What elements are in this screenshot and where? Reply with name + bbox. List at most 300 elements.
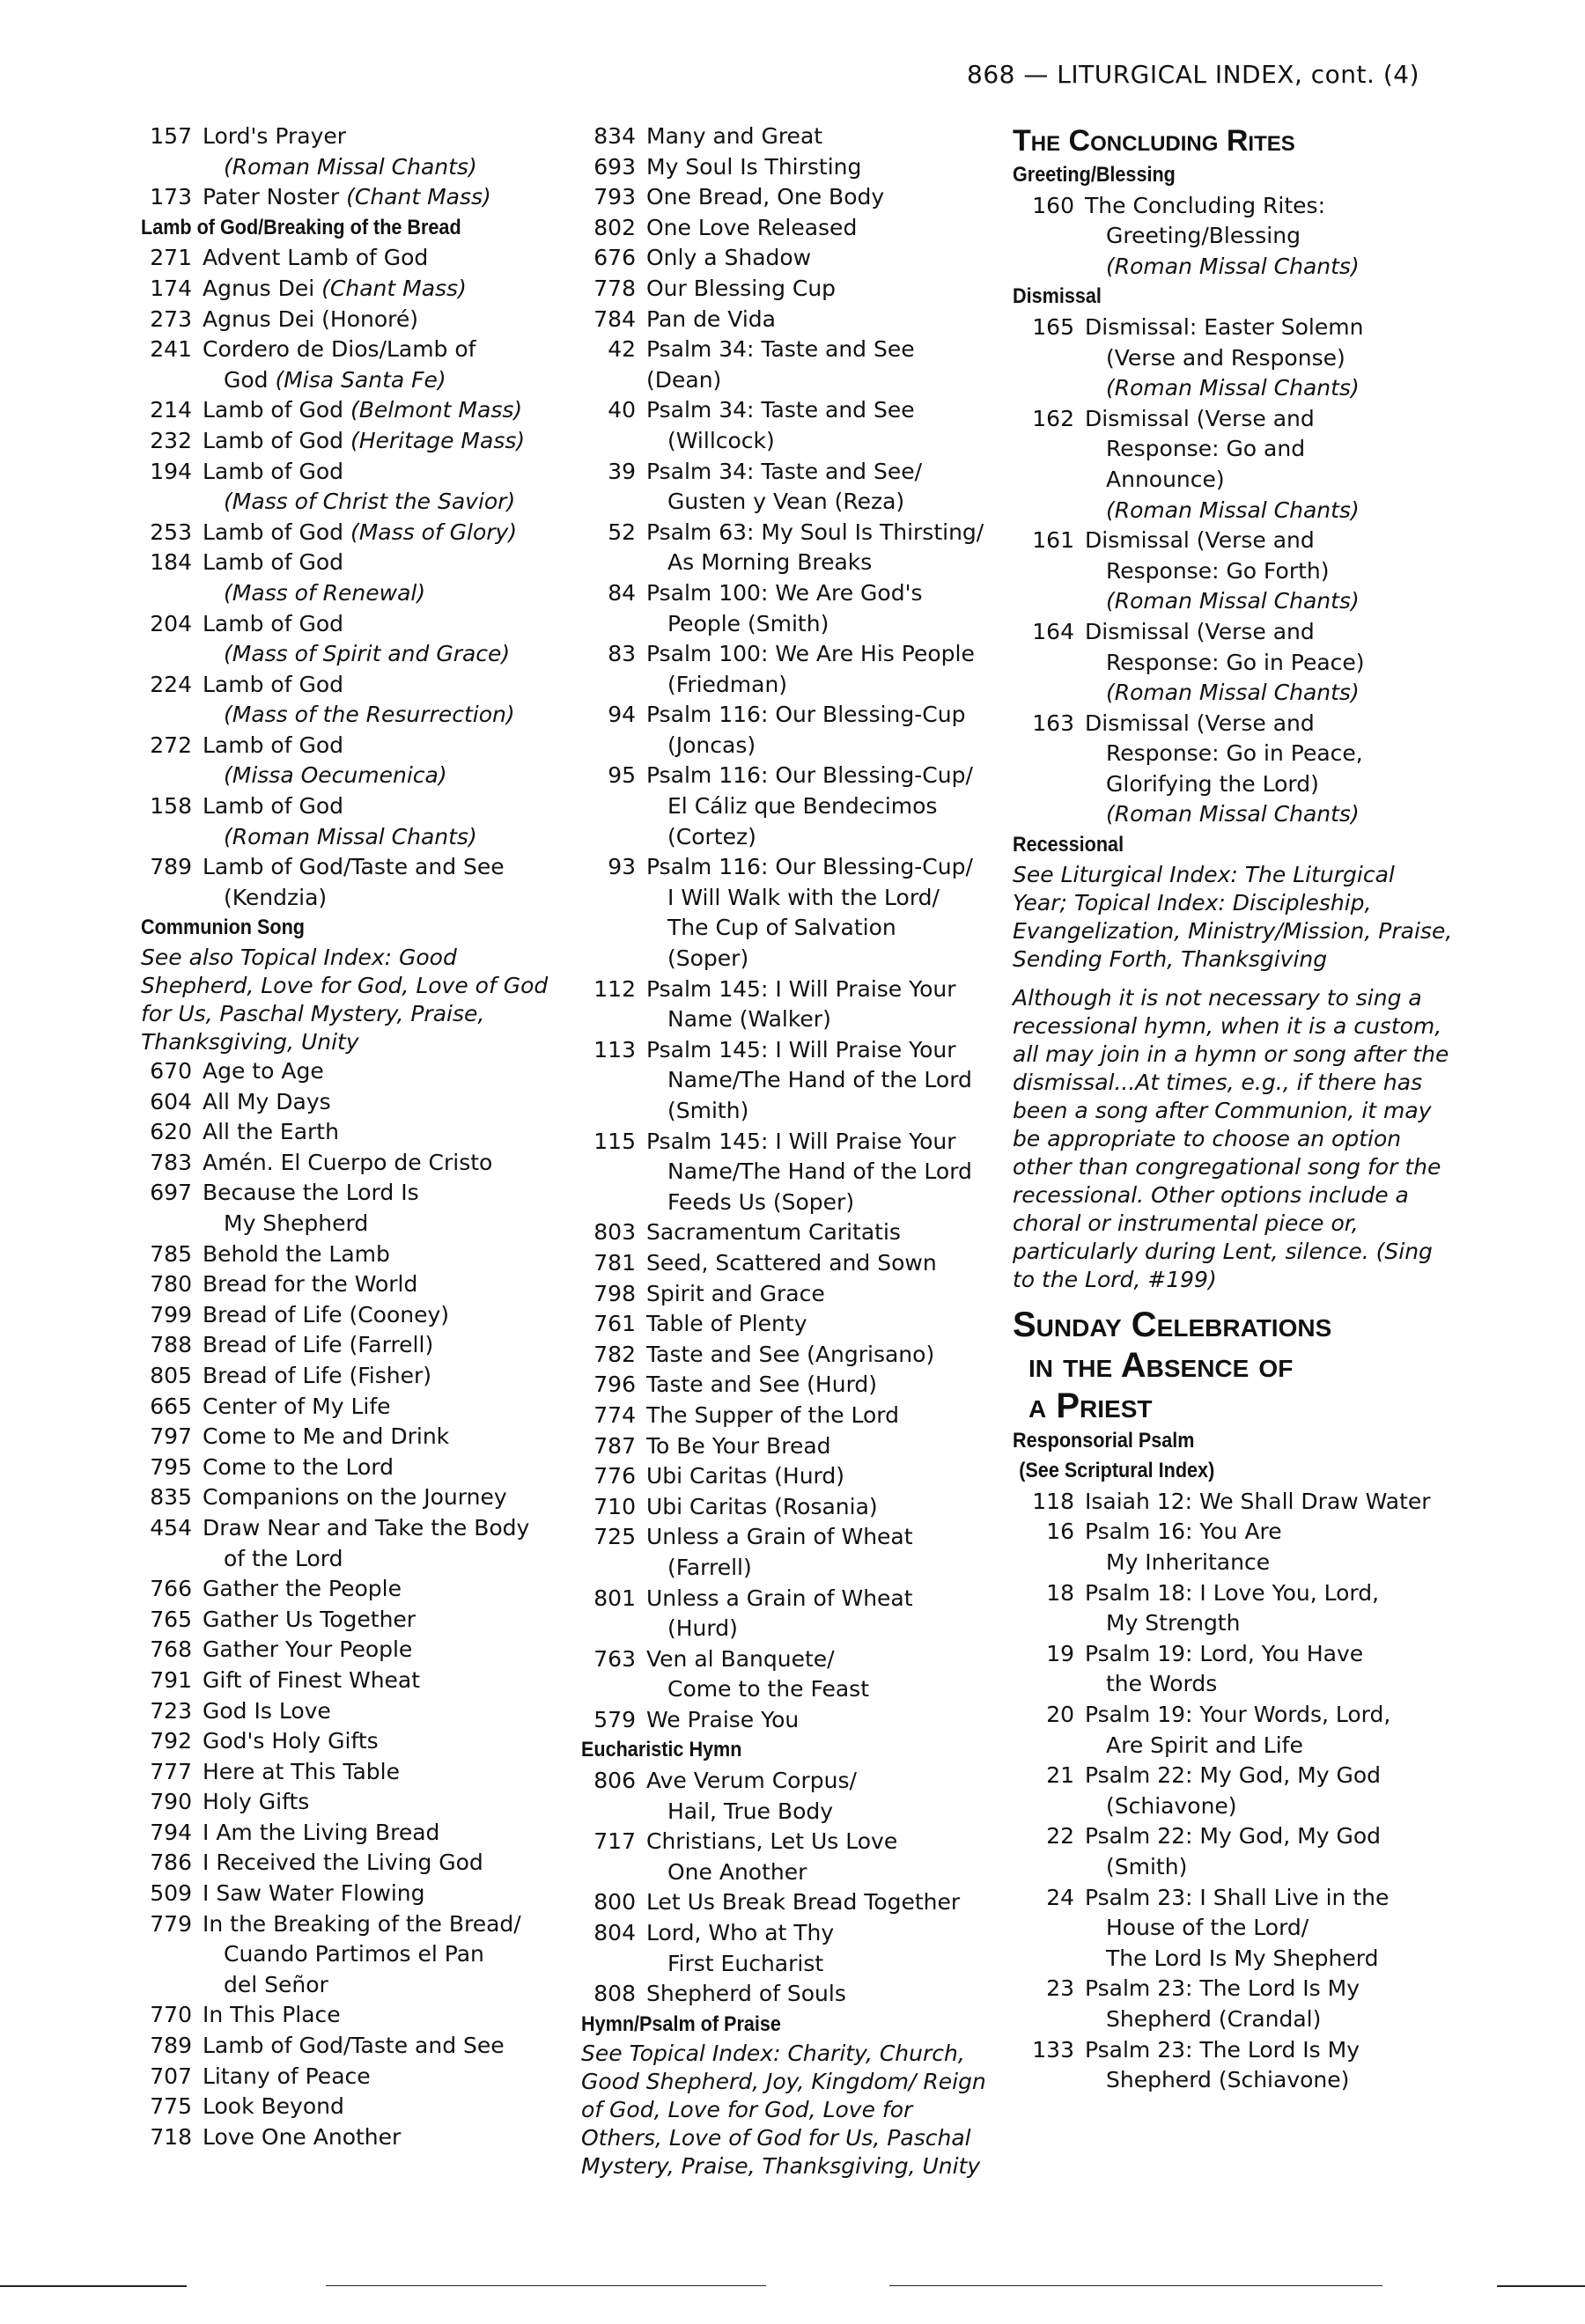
- hymn-number: 84: [608, 579, 636, 606]
- title-line: Shepherd (Schiavone): [1106, 2067, 1350, 2093]
- title-line: Psalm 23: I Shall Live in the: [1085, 1884, 1390, 1910]
- title-line: People (Smith): [667, 610, 829, 636]
- title-line: Cordero de Dios/Lamb of: [203, 336, 476, 363]
- section-heading: Responsorial Psalm: [1013, 1428, 1195, 1452]
- title-line: God Is Love: [203, 1697, 331, 1724]
- title-line: Love One Another: [203, 2123, 402, 2150]
- index-entry: [1013, 1821, 1453, 1882]
- title-line: Name/The Hand of the Lord: [667, 1067, 972, 1093]
- title-line: Unless a Grain of Wheat: [646, 1585, 913, 1611]
- hymn-title: [203, 1696, 555, 1727]
- column-1: [141, 121, 555, 2152]
- hymn-title: [203, 1635, 555, 1666]
- title-line: Gather the People: [203, 1576, 402, 1602]
- hymn-number: 454: [150, 1514, 192, 1541]
- hymn-title: [1085, 1578, 1453, 1639]
- hymn-title: [646, 578, 995, 639]
- hymn-number: 803: [593, 1219, 636, 1246]
- italic-suffix: (Chant Mass): [321, 275, 467, 301]
- hymn-number: 794: [150, 1819, 192, 1845]
- title-line: (Roman Missal Chants): [1106, 680, 1360, 706]
- hymn-title: [203, 1909, 555, 2001]
- title-line: (Smith): [1106, 1853, 1188, 1879]
- index-entry: [581, 578, 995, 639]
- index-entry: [1013, 1761, 1453, 1821]
- title-line: In This Place: [203, 2002, 341, 2028]
- title-line: Dismissal (Verse and: [1085, 527, 1315, 554]
- hymn-number: 24: [1046, 1884, 1074, 1910]
- index-entry: [581, 457, 995, 518]
- index-entry: [581, 1979, 995, 2010]
- hymn-title: [203, 1666, 555, 1696]
- hymn-number: 799: [150, 1301, 192, 1327]
- title-line: (Hurd): [667, 1615, 738, 1642]
- hymn-title: [203, 335, 555, 395]
- hymn-title: [646, 1766, 995, 1827]
- title-line: Shepherd (Crandal): [1106, 2005, 1322, 2032]
- hymn-title: [646, 1918, 995, 1979]
- hymn-title: [203, 1605, 555, 1636]
- title-line: Ubi Caritas (Hurd): [646, 1463, 845, 1489]
- hymn-title: [203, 1361, 555, 1392]
- title-line: Dismissal: Easter Solemn: [1085, 313, 1364, 340]
- hymn-title: [646, 1431, 995, 1462]
- hymn-number: 779: [150, 1910, 192, 1937]
- hymn-title: [646, 700, 995, 761]
- title-line: God (Misa Santa Fe): [224, 366, 446, 393]
- index-entry: [581, 852, 995, 974]
- hymn-number: 579: [593, 1706, 636, 1732]
- section-heading: Recessional: [1013, 833, 1124, 857]
- hymn-title: [203, 1178, 555, 1239]
- index-entry: [581, 1217, 995, 1248]
- title-line: Lamb of God: [203, 610, 343, 636]
- section-title: The Concluding Rites: [1013, 124, 1295, 158]
- hymn-number: 272: [150, 732, 192, 758]
- index-entry: [1013, 526, 1453, 617]
- hymn-number: 791: [150, 1666, 192, 1693]
- hymn-title: [646, 274, 995, 305]
- index-entry: [141, 1422, 555, 1452]
- section-heading: Communion Song: [141, 916, 305, 940]
- hymn-title: [203, 1452, 555, 1483]
- index-entry: [141, 670, 555, 731]
- title-line: I Will Walk with the Lord/: [667, 884, 940, 910]
- italic-suffix: (Chant Mass): [346, 184, 491, 210]
- hymn-title: [646, 152, 995, 183]
- section-heading: Dismissal: [1013, 284, 1102, 309]
- hymn-title: [203, 1574, 555, 1605]
- hymn-title: [203, 1148, 555, 1179]
- hymn-number: 768: [150, 1636, 192, 1663]
- title-line: Psalm 22: My God, My God: [1085, 1762, 1381, 1789]
- title-line: Glorifying the Lord): [1106, 770, 1319, 797]
- section-heading: Eucharistic Hymn: [581, 1738, 742, 1762]
- title-line: Look Beyond: [203, 2093, 344, 2120]
- index-entry: [141, 305, 555, 335]
- hymn-number: 224: [150, 671, 192, 697]
- title-line: Psalm 34: Taste and See/: [646, 458, 923, 484]
- title-line: Response: Go in Peace,: [1106, 740, 1363, 767]
- title-line: Shepherd of Souls: [646, 1981, 846, 2007]
- index-entry: [581, 1309, 995, 1340]
- title-line: Psalm 145: I Will Praise Your: [646, 1036, 956, 1063]
- index-entry: [581, 1431, 995, 1462]
- bottom-rule: [1497, 2285, 1585, 2287]
- title-line: Are Spirit and Life: [1106, 1732, 1303, 1758]
- title-line: Gift of Finest Wheat: [203, 1666, 421, 1693]
- index-entry: [1013, 1639, 1453, 1700]
- title-line: Name/The Hand of the Lord: [667, 1158, 972, 1185]
- hymn-number: 725: [593, 1524, 636, 1550]
- hymn-title: [203, 1392, 555, 1423]
- section-note: See Liturgical Index: The Liturgical Year; Topical Index: Discipleship, Evangelization, Ministry/Mission, Praise, Sending Forth, Thanksgiving: [1013, 861, 1453, 972]
- hymn-title: [646, 182, 995, 213]
- hymn-number: 693: [593, 153, 636, 180]
- title-line: Lord's Prayer: [203, 123, 347, 149]
- index-entry: [581, 1918, 995, 1979]
- hymn-title: [646, 1887, 995, 1918]
- hymn-number: 802: [593, 214, 636, 240]
- hymn-number: 620: [150, 1119, 192, 1145]
- hymn-number: 173: [150, 184, 192, 210]
- title-line: Christians, Let Us Love: [646, 1828, 898, 1855]
- index-entry: [581, 518, 995, 578]
- title-line: I Am the Living Bread: [203, 1819, 440, 1845]
- hymn-number: 604: [150, 1088, 192, 1114]
- index-entry: [581, 121, 995, 152]
- hymn-number: 806: [593, 1768, 636, 1794]
- hymn-title: [203, 1422, 555, 1452]
- title-line: Gather Us Together: [203, 1606, 417, 1632]
- hymn-title: [646, 1979, 995, 2010]
- hymn-title: [1085, 1517, 1453, 1578]
- hymn-title: [203, 1056, 555, 1087]
- index-entry: [1013, 1883, 1453, 1975]
- entry-list: [581, 1766, 995, 2010]
- hymn-title: [203, 609, 555, 670]
- hymn-number: 241: [150, 336, 192, 363]
- index-entry: [141, 1452, 555, 1483]
- hymn-number: 174: [150, 275, 192, 301]
- hymn-number: 787: [593, 1432, 636, 1459]
- section-note: See Topical Index: Charity, Church, Good Shepherd, Joy, Kingdom/ Reign of God, Love for God, Love for Others, Love of God for Us, Paschal Mystery, Praise, Thanksgiving, Unity: [581, 2041, 986, 2180]
- hymn-number: 798: [593, 1280, 636, 1306]
- index-entry: [141, 426, 555, 457]
- title-line: The Concluding Rites:: [1085, 192, 1325, 218]
- hymn-number: 800: [593, 1889, 636, 1916]
- section-title: [1013, 1305, 1453, 1426]
- index-entry: [581, 335, 995, 395]
- title-line: (Kendzia): [224, 884, 328, 910]
- title-line: Name (Walker): [667, 1006, 831, 1033]
- hymn-number: 718: [150, 2123, 192, 2150]
- hymn-title: [646, 1340, 995, 1371]
- hymn-number: 232: [150, 427, 192, 453]
- index-entry: [581, 1340, 995, 1371]
- hymn-number: 42: [608, 336, 636, 363]
- title-line: Draw Near and Take the Body: [203, 1514, 530, 1541]
- title-line: Lamb of God: [203, 732, 343, 758]
- title-line: Here at This Table: [203, 1758, 400, 1784]
- index-entry: [141, 1787, 555, 1818]
- index-entry: [141, 2031, 555, 2062]
- title-line: Taste and See (Hurd): [646, 1372, 878, 1398]
- hymn-title: [203, 2031, 555, 2062]
- title-line: One Bread, One Body: [646, 184, 885, 210]
- hymn-title: [203, 1117, 555, 1148]
- title-line: Psalm 100: We Are His People: [646, 641, 975, 667]
- title-line: To Be Your Bread: [646, 1432, 831, 1459]
- hymn-number: 133: [1032, 2036, 1074, 2063]
- hymn-title: [203, 1879, 555, 1909]
- hymn-number: 761: [593, 1311, 636, 1337]
- hymn-number: 770: [150, 2002, 192, 2028]
- hymn-number: 710: [593, 1493, 636, 1519]
- title-line: (Joncas): [667, 732, 756, 758]
- hymn-number: 670: [150, 1058, 192, 1085]
- index-entry: [581, 213, 995, 244]
- hymn-number: 22: [1046, 1823, 1074, 1850]
- hymn-number: 781: [593, 1249, 636, 1276]
- hymn-title: [646, 761, 995, 852]
- title-line: (Friedman): [667, 671, 788, 697]
- index-entry: [141, 548, 555, 608]
- title-line: Come to the Feast: [667, 1676, 869, 1703]
- hymn-number: 786: [150, 1850, 192, 1876]
- index-entry: [141, 2092, 555, 2122]
- title-line: One Another: [667, 1858, 807, 1885]
- hymn-title: [1085, 191, 1453, 283]
- hymn-number: 792: [150, 1728, 192, 1754]
- title-line: My Inheritance: [1106, 1549, 1271, 1576]
- title-line: Psalm 16: You Are: [1085, 1519, 1282, 1545]
- hymn-number: 184: [150, 549, 192, 576]
- hymn-title: [646, 1370, 995, 1401]
- hymn-title: [646, 1827, 995, 1887]
- index-entry: [1013, 709, 1453, 830]
- title-line: Dismissal (Verse and: [1085, 405, 1315, 431]
- hymn-title: [646, 213, 995, 244]
- hymn-title: [203, 274, 555, 305]
- index-entry: [141, 1148, 555, 1179]
- index-entry: [141, 1696, 555, 1727]
- hymn-title: [203, 852, 555, 913]
- hymn-title: [203, 457, 555, 518]
- hymn-title: [203, 791, 555, 852]
- hymn-title: [646, 639, 995, 700]
- hymn-title: [646, 305, 995, 335]
- title-line: Isaiah 12: We Shall Draw Water: [1085, 1488, 1431, 1514]
- index-entry: [141, 1666, 555, 1696]
- hymn-title: [203, 670, 555, 731]
- hymn-title: [203, 426, 555, 457]
- index-entry: [141, 609, 555, 670]
- title-line: (Smith): [667, 1098, 749, 1123]
- hymn-title: [203, 1818, 555, 1849]
- bottom-rule: [889, 2285, 1382, 2286]
- hymn-number: 776: [593, 1463, 636, 1489]
- hymn-title: [646, 852, 995, 974]
- index-entry: [581, 182, 995, 213]
- column-3: [1013, 121, 1453, 2096]
- title-line: Come to Me and Drink: [203, 1423, 450, 1450]
- title-line: the Words: [1106, 1671, 1218, 1697]
- title-line: Response: Go and: [1106, 436, 1306, 462]
- title-line: The Lord Is My Shepherd: [1106, 1945, 1379, 1971]
- index-entry: [141, 731, 555, 791]
- index-entry: [141, 1361, 555, 1392]
- title-line: Spirit and Grace: [646, 1280, 825, 1306]
- index-entry: [141, 1482, 555, 1513]
- hymn-title: [646, 974, 995, 1035]
- index-entry: [141, 791, 555, 852]
- hymn-title: [203, 2122, 555, 2153]
- hymn-number: 782: [593, 1341, 636, 1367]
- title-line: del Señor: [224, 1971, 328, 1997]
- entry-list: [1013, 1487, 1453, 2096]
- entry-list: [141, 1056, 555, 2152]
- title-line: (Willcock): [667, 427, 775, 453]
- title-line: Taste and See (Angrisano): [646, 1341, 935, 1367]
- hymn-number: 162: [1032, 405, 1074, 431]
- hymn-title: [203, 2062, 555, 2092]
- hymn-number: 790: [150, 1789, 192, 1815]
- title-line: Lamb of God/Taste and See: [203, 2033, 505, 2059]
- hymn-number: 723: [150, 1697, 192, 1724]
- title-line: Dismissal (Verse and: [1085, 618, 1315, 644]
- hymn-number: 21: [1046, 1762, 1074, 1789]
- hymn-number: 797: [150, 1423, 192, 1450]
- title-line: Holy Gifts: [203, 1789, 310, 1815]
- index-entry: [581, 1492, 995, 1523]
- title-line: Pan de Vida: [646, 305, 776, 332]
- title-line: Bread of Life (Farrell): [203, 1332, 434, 1358]
- index-entry: [141, 1269, 555, 1300]
- hymn-number: 194: [150, 458, 192, 484]
- title-line: Amén. El Cuerpo de Cristo: [203, 1149, 493, 1175]
- title-line: Announce): [1106, 466, 1225, 492]
- index-entry: [141, 395, 555, 426]
- italic-suffix: (Mass of Glory): [350, 518, 518, 545]
- title-line: Agnus Dei (Chant Mass): [203, 275, 467, 301]
- hymn-title: [1085, 1761, 1453, 1821]
- hymn-number: 707: [150, 2063, 192, 2089]
- entry-list: [581, 121, 995, 1735]
- hymn-title: [1085, 1974, 1453, 2034]
- title-line: Companions on the Journey: [203, 1484, 507, 1511]
- index-entry: [141, 1178, 555, 1239]
- hymn-title: [646, 1401, 995, 1431]
- title-line: Only a Shadow: [646, 245, 812, 271]
- hymn-number: 20: [1046, 1702, 1074, 1727]
- index-entry: [141, 1848, 555, 1879]
- title-line: Lamb of God: [203, 793, 343, 820]
- hymn-title: [1085, 709, 1453, 830]
- hymn-title: [1085, 1883, 1453, 1975]
- title-line: (Roman Missal Chants): [224, 823, 477, 849]
- hymn-title: [203, 1848, 555, 1879]
- index-entry: [141, 182, 555, 213]
- title-line: Cuando Partimos el Pan: [224, 1941, 484, 1967]
- hymn-title: [203, 1482, 555, 1513]
- hymn-title: [203, 1300, 555, 1331]
- hymn-number: 52: [608, 518, 636, 545]
- title-line: As Morning Breaks: [667, 549, 873, 576]
- title-line: Psalm 100: We Are God's: [646, 579, 923, 606]
- title-line: of the Lord: [224, 1545, 343, 1571]
- hymn-title: [203, 182, 555, 213]
- italic-suffix: (Belmont Mass): [350, 397, 523, 423]
- bottom-rule: [0, 2285, 187, 2287]
- index-entry: [581, 1705, 995, 1736]
- hymn-number: 164: [1032, 618, 1074, 644]
- title-line: All My Days: [203, 1088, 331, 1114]
- index-entry: [141, 2000, 555, 2031]
- title-line: The Cup of Salvation: [667, 915, 896, 941]
- title-line: My Strength: [1106, 1610, 1241, 1636]
- hymn-number: 83: [608, 641, 636, 667]
- hymn-number: 113: [593, 1036, 636, 1063]
- hymn-title: [203, 1239, 555, 1270]
- index-entry: [141, 274, 555, 305]
- hymn-title: [646, 335, 995, 395]
- page-header: 868 — LITURGICAL INDEX, cont. (4): [967, 60, 1419, 89]
- hymn-title: [646, 1035, 995, 1127]
- title-line: House of the Lord/: [1106, 1915, 1309, 1941]
- title-line: (Verse and Response): [1106, 344, 1345, 371]
- hymn-number: 118: [1032, 1488, 1074, 1514]
- hymn-number: 697: [150, 1180, 192, 1206]
- hymn-title: [203, 1787, 555, 1818]
- hymn-number: 795: [150, 1453, 192, 1480]
- hymn-number: 39: [608, 458, 636, 484]
- index-entry: [581, 243, 995, 274]
- index-entry: [141, 1605, 555, 1636]
- title-line: Let Us Break Bread Together: [646, 1889, 961, 1916]
- title-line: (Roman Missal Chants): [224, 153, 477, 180]
- title-line: (Soper): [667, 945, 749, 972]
- hymn-number: 94: [608, 702, 636, 728]
- title-line: Psalm 18: I Love You, Lord,: [1085, 1579, 1380, 1606]
- title-line: El Cáliz que Bendecimos: [667, 793, 938, 820]
- title-line: Psalm 34: Taste and See (Dean): [646, 336, 915, 393]
- title-line: (Mass of the Resurrection): [224, 702, 515, 728]
- hymn-title: [1085, 404, 1453, 526]
- hymn-number: 16: [1046, 1519, 1074, 1545]
- hymn-title: [1085, 1700, 1453, 1761]
- index-entry: [581, 152, 995, 183]
- hymn-number: 765: [150, 1606, 192, 1632]
- title-line: Ave Verum Corpus/: [646, 1768, 857, 1794]
- title-line: Psalm 23: The Lord Is My: [1085, 1975, 1360, 2002]
- recessional-paragraph: Although it is not necessary to sing a recessional hymn, when it is a custom, all may join in a hymn or song after the dismissal...At times, e.g., if there has been a song after Communion, it may be appropriate to choose an option other than congregational song for the recessional. Other options include a choral or instrumental piece or, particularly during Lent, silence. (Sing to the Lord, #199): [1013, 984, 1449, 1292]
- title-line: Psalm 19: Lord, You Have: [1085, 1640, 1364, 1666]
- hymn-title: [646, 1279, 995, 1310]
- hymn-number: 783: [150, 1149, 192, 1175]
- index-entry: [141, 1574, 555, 1605]
- title-line: Dismissal (Verse and: [1085, 710, 1315, 736]
- hymn-number: 793: [593, 184, 636, 210]
- hymn-number: 775: [150, 2093, 192, 2120]
- title-line: Psalm 23: The Lord Is My: [1085, 2036, 1360, 2063]
- hymn-number: 785: [150, 1240, 192, 1267]
- title-line: Lamb of God (Heritage Mass): [203, 427, 526, 453]
- hymn-number: 23: [1046, 1975, 1074, 2002]
- index-entry: [581, 1584, 995, 1644]
- index-entry: [581, 1401, 995, 1431]
- title-line: (Mass of Christ the Savior): [224, 489, 516, 515]
